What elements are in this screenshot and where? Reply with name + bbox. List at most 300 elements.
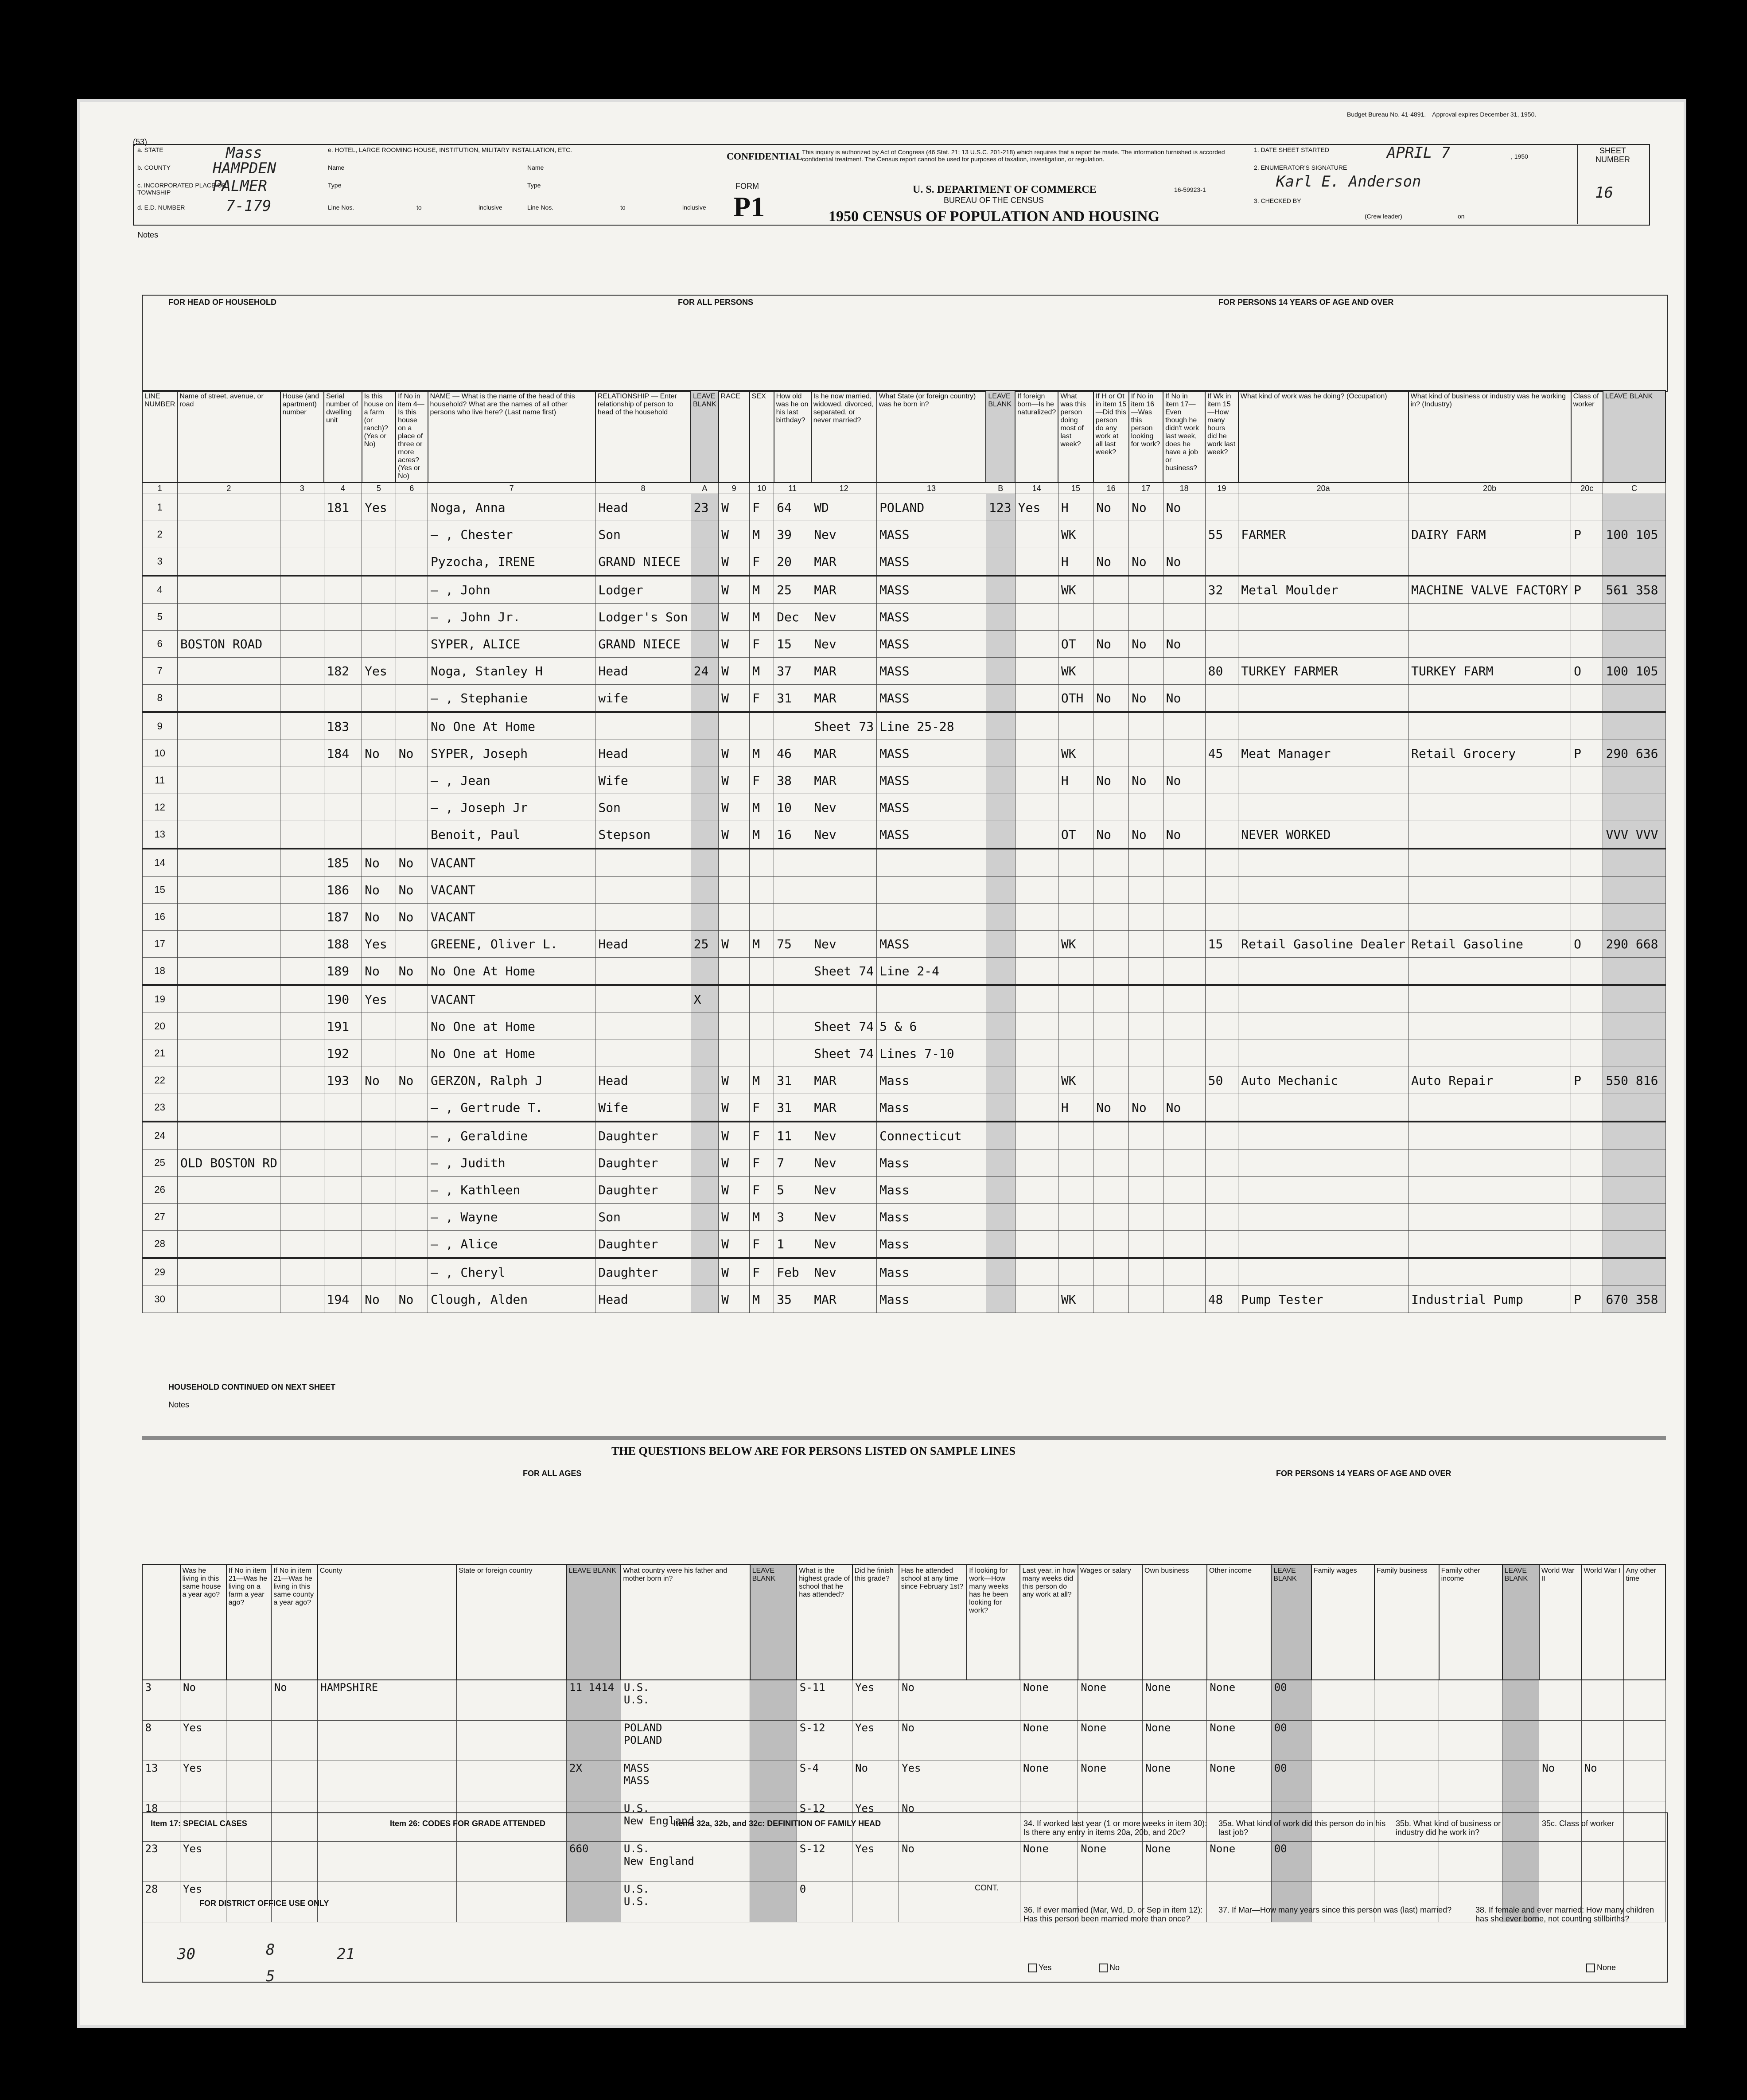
sample-mother[interactable]: New England: [623, 1855, 694, 1867]
cell-codes[interactable]: [1603, 548, 1665, 576]
cell-codes[interactable]: [1603, 794, 1665, 821]
cell-industry[interactable]: DAIRY FARM: [1408, 521, 1571, 548]
cell-looking[interactable]: No: [1129, 631, 1163, 658]
cell-race[interactable]: W: [719, 1067, 750, 1094]
cell-work[interactable]: [1093, 904, 1129, 931]
cell-sex[interactable]: [750, 985, 774, 1013]
cell-b[interactable]: [986, 548, 1015, 576]
cell-relationship[interactable]: Son: [595, 1204, 691, 1231]
cell-relationship[interactable]: [595, 1040, 691, 1067]
cell-occupation[interactable]: Pump Tester: [1238, 1286, 1408, 1313]
cell-class[interactable]: [1571, 685, 1603, 713]
cell-activity[interactable]: [1058, 985, 1093, 1013]
cell-farm[interactable]: [362, 521, 396, 548]
cell-house[interactable]: [280, 1204, 324, 1231]
cell-class[interactable]: P: [1571, 576, 1603, 604]
q38-none[interactable]: [1586, 1963, 1616, 1972]
cell-relationship[interactable]: Daughter: [595, 1122, 691, 1149]
cell-codes[interactable]: [1603, 1231, 1665, 1258]
sample-cell-grade[interactable]: S-4: [797, 1761, 852, 1801]
cell-leave-blank-a[interactable]: [691, 631, 718, 658]
sample-cell-blank[interactable]: [1374, 1721, 1439, 1761]
cell-job[interactable]: [1163, 958, 1205, 986]
cell-leave-blank-a[interactable]: 25: [691, 931, 718, 958]
cell-name[interactable]: SYPER, Joseph: [428, 740, 595, 767]
cell-job[interactable]: [1163, 1177, 1205, 1204]
cell-industry[interactable]: [1408, 1149, 1571, 1177]
cell-activity[interactable]: WK: [1058, 740, 1093, 767]
cell-industry[interactable]: TURKEY FARM: [1408, 658, 1571, 685]
cell-leave-blank-a[interactable]: [691, 1040, 718, 1067]
cell-occupation[interactable]: TURKEY FARMER: [1238, 658, 1408, 685]
cell-naturalized[interactable]: [1015, 1094, 1058, 1122]
cell-age[interactable]: 25: [774, 576, 811, 604]
cell-farm[interactable]: Yes: [362, 658, 396, 685]
cell-house[interactable]: [280, 794, 324, 821]
cell-job[interactable]: No: [1163, 548, 1205, 576]
cell-relationship[interactable]: Son: [595, 794, 691, 821]
cell-age[interactable]: 31: [774, 1067, 811, 1094]
cell-occupation[interactable]: [1238, 1040, 1408, 1067]
cell-occupation[interactable]: [1238, 904, 1408, 931]
cell-house[interactable]: [280, 521, 324, 548]
cell-hours[interactable]: [1205, 604, 1238, 631]
sample-cell-f[interactable]: 00: [1271, 1761, 1311, 1801]
cell-job[interactable]: No: [1163, 631, 1205, 658]
cell-naturalized[interactable]: [1015, 521, 1058, 548]
cell-farm[interactable]: [362, 1013, 396, 1040]
cell-leave-blank-a[interactable]: [691, 1204, 718, 1231]
sample-cell-business[interactable]: None: [1142, 1680, 1207, 1721]
cell-street[interactable]: [177, 794, 280, 821]
cell-sex[interactable]: [750, 849, 774, 877]
cell-relationship[interactable]: Head: [595, 1286, 691, 1313]
cell-birthplace[interactable]: MASS: [877, 548, 986, 576]
cell-age[interactable]: 31: [774, 1094, 811, 1122]
cell-marital[interactable]: MAR: [811, 1067, 877, 1094]
cell-serial[interactable]: 183: [324, 712, 362, 740]
cell-birthplace[interactable]: MASS: [877, 521, 986, 548]
cell-b[interactable]: [986, 985, 1015, 1013]
cell-age[interactable]: 11: [774, 1122, 811, 1149]
sample-cell-same-house[interactable]: No: [180, 1680, 226, 1721]
cell-hours[interactable]: 32: [1205, 576, 1238, 604]
cell-activity[interactable]: [1058, 904, 1093, 931]
cell-serial[interactable]: 187: [324, 904, 362, 931]
cell-leave-blank-a[interactable]: [691, 1122, 718, 1149]
sample-cell-war2[interactable]: [1539, 1680, 1581, 1721]
cell-relationship[interactable]: Head: [595, 931, 691, 958]
cell-street[interactable]: [177, 1094, 280, 1122]
cell-occupation[interactable]: Auto Mechanic: [1238, 1067, 1408, 1094]
cell-name[interactable]: No One At Home: [428, 958, 595, 986]
sample-cell-d[interactable]: [567, 1721, 621, 1761]
cell-job[interactable]: No: [1163, 767, 1205, 794]
cell-work[interactable]: [1093, 1040, 1129, 1067]
cell-farm[interactable]: [362, 794, 396, 821]
cell-street[interactable]: [177, 576, 280, 604]
cell-codes[interactable]: [1603, 849, 1665, 877]
cell-birthplace[interactable]: Mass: [877, 1258, 986, 1286]
cell-job[interactable]: [1163, 877, 1205, 904]
cell-street[interactable]: [177, 1067, 280, 1094]
cell-sex[interactable]: [750, 1013, 774, 1040]
cell-marital[interactable]: Nev: [811, 1231, 877, 1258]
cell-acres[interactable]: [396, 1258, 428, 1286]
cell-house[interactable]: [280, 877, 324, 904]
cell-looking[interactable]: [1129, 794, 1163, 821]
cell-naturalized[interactable]: [1015, 1258, 1058, 1286]
cell-b[interactable]: [986, 958, 1015, 986]
cell-marital[interactable]: WD: [811, 494, 877, 521]
cell-marital[interactable]: Nev: [811, 794, 877, 821]
cell-age[interactable]: 3: [774, 1204, 811, 1231]
cell-birthplace[interactable]: Mass: [877, 1149, 986, 1177]
cell-street[interactable]: [177, 904, 280, 931]
cell-hours[interactable]: [1205, 1013, 1238, 1040]
cell-acres[interactable]: [396, 1122, 428, 1149]
cell-codes[interactable]: 290 636: [1603, 740, 1665, 767]
cell-occupation[interactable]: [1238, 631, 1408, 658]
cell-looking[interactable]: No: [1129, 494, 1163, 521]
cell-job[interactable]: No: [1163, 494, 1205, 521]
cell-naturalized[interactable]: [1015, 548, 1058, 576]
cell-marital[interactable]: MAR: [811, 576, 877, 604]
cell-job[interactable]: [1163, 576, 1205, 604]
cell-race[interactable]: W: [719, 658, 750, 685]
cell-b[interactable]: [986, 740, 1015, 767]
cell-looking[interactable]: [1129, 1286, 1163, 1313]
cell-age[interactable]: [774, 985, 811, 1013]
sample-cell-f[interactable]: 00: [1271, 1721, 1311, 1761]
cell-class[interactable]: O: [1571, 658, 1603, 685]
cell-house[interactable]: [280, 985, 324, 1013]
cell-farm[interactable]: No: [362, 849, 396, 877]
cell-house[interactable]: [280, 958, 324, 986]
cell-naturalized[interactable]: [1015, 1204, 1058, 1231]
cell-leave-blank-a[interactable]: [691, 1067, 718, 1094]
cell-leave-blank-a[interactable]: [691, 548, 718, 576]
cell-relationship[interactable]: Lodger's Son: [595, 604, 691, 631]
q36-yes[interactable]: [1028, 1963, 1051, 1972]
cell-sex[interactable]: F: [750, 1122, 774, 1149]
cell-marital[interactable]: MAR: [811, 1286, 877, 1313]
cell-sex[interactable]: F: [750, 1231, 774, 1258]
cell-codes[interactable]: 670 358: [1603, 1286, 1665, 1313]
cell-occupation[interactable]: [1238, 849, 1408, 877]
sample-cell-blank[interactable]: [1439, 1721, 1502, 1761]
cell-job[interactable]: [1163, 658, 1205, 685]
cell-serial[interactable]: [324, 604, 362, 631]
sample-cell-worked[interactable]: None: [1020, 1721, 1078, 1761]
cell-name[interactable]: No One at Home: [428, 1040, 595, 1067]
cell-hours[interactable]: [1205, 1094, 1238, 1122]
cell-looking[interactable]: No: [1129, 767, 1163, 794]
state-value[interactable]: Mass: [226, 144, 262, 162]
cell-farm[interactable]: No: [362, 877, 396, 904]
tally-1[interactable]: 30: [177, 1945, 195, 1963]
cell-marital[interactable]: MAR: [811, 740, 877, 767]
cell-acres[interactable]: [396, 821, 428, 849]
cell-b[interactable]: [986, 1067, 1015, 1094]
cell-farm[interactable]: [362, 1122, 396, 1149]
cell-race[interactable]: W: [719, 631, 750, 658]
cell-relationship[interactable]: [595, 985, 691, 1013]
sample-cell-war1[interactable]: [1581, 1721, 1623, 1761]
cell-serial[interactable]: [324, 821, 362, 849]
cell-farm[interactable]: [362, 1094, 396, 1122]
cell-age[interactable]: 16: [774, 821, 811, 849]
cell-activity[interactable]: WK: [1058, 658, 1093, 685]
cell-name[interactable]: Clough, Alden: [428, 1286, 595, 1313]
cell-marital[interactable]: Nev: [811, 1122, 877, 1149]
sample-cell-farm[interactable]: [226, 1761, 272, 1801]
cell-name[interactable]: GREENE, Oliver L.: [428, 931, 595, 958]
cell-activity[interactable]: [1058, 877, 1093, 904]
cell-age[interactable]: 10: [774, 794, 811, 821]
cell-marital[interactable]: MAR: [811, 767, 877, 794]
cell-street[interactable]: [177, 821, 280, 849]
cell-age[interactable]: 15: [774, 631, 811, 658]
cell-marital[interactable]: MAR: [811, 548, 877, 576]
cell-birthplace[interactable]: MASS: [877, 794, 986, 821]
cell-birthplace[interactable]: Mass: [877, 1204, 986, 1231]
cell-birthplace[interactable]: Mass: [877, 1177, 986, 1204]
cell-serial[interactable]: [324, 1122, 362, 1149]
cell-job[interactable]: No: [1163, 821, 1205, 849]
cell-name[interactable]: GERZON, Ralph J: [428, 1067, 595, 1094]
cell-farm[interactable]: [362, 604, 396, 631]
cell-sex[interactable]: F: [750, 767, 774, 794]
sample-cell-war2[interactable]: [1539, 1721, 1581, 1761]
cell-birthplace[interactable]: Mass: [877, 1286, 986, 1313]
sample-cell-f[interactable]: 00: [1271, 1842, 1311, 1882]
cell-acres[interactable]: [396, 1231, 428, 1258]
cell-sex[interactable]: F: [750, 1094, 774, 1122]
cell-street[interactable]: [177, 494, 280, 521]
cell-farm[interactable]: [362, 685, 396, 713]
sample-cell-finish[interactable]: Yes: [852, 1842, 899, 1882]
cell-codes[interactable]: [1603, 1040, 1665, 1067]
cell-class[interactable]: P: [1571, 740, 1603, 767]
cell-job[interactable]: [1163, 1286, 1205, 1313]
cell-sex[interactable]: M: [750, 821, 774, 849]
cell-acres[interactable]: [396, 1177, 428, 1204]
cell-job[interactable]: [1163, 1040, 1205, 1067]
cell-industry[interactable]: [1408, 1204, 1571, 1231]
cell-name[interactable]: — , Joseph Jr: [428, 794, 595, 821]
cell-codes[interactable]: 100 105: [1603, 521, 1665, 548]
cell-hours[interactable]: [1205, 794, 1238, 821]
cell-name[interactable]: — , Alice: [428, 1231, 595, 1258]
cell-occupation[interactable]: Meat Manager: [1238, 740, 1408, 767]
cell-job[interactable]: [1163, 1149, 1205, 1177]
cell-looking[interactable]: [1129, 1040, 1163, 1067]
cell-sex[interactable]: F: [750, 1258, 774, 1286]
cell-sex[interactable]: M: [750, 740, 774, 767]
cell-relationship[interactable]: Daughter: [595, 1231, 691, 1258]
cell-farm[interactable]: No: [362, 904, 396, 931]
cell-acres[interactable]: [396, 1204, 428, 1231]
cell-marital[interactable]: Sheet 74: [811, 1040, 877, 1067]
cell-b[interactable]: [986, 1094, 1015, 1122]
cell-job[interactable]: [1163, 521, 1205, 548]
cell-b[interactable]: [986, 1122, 1015, 1149]
cell-work[interactable]: No: [1093, 767, 1129, 794]
cell-serial[interactable]: [324, 767, 362, 794]
cell-b[interactable]: [986, 1231, 1015, 1258]
cell-hours[interactable]: [1205, 548, 1238, 576]
cell-age[interactable]: [774, 877, 811, 904]
sample-father[interactable]: U.S.: [623, 1681, 650, 1694]
sample-cell-other-war[interactable]: [1624, 1721, 1665, 1761]
sample-cell-county[interactable]: [318, 1721, 456, 1761]
cell-farm[interactable]: [362, 712, 396, 740]
cell-house[interactable]: [280, 685, 324, 713]
cell-relationship[interactable]: [595, 849, 691, 877]
cell-leave-blank-a[interactable]: [691, 1258, 718, 1286]
cell-job[interactable]: [1163, 1258, 1205, 1286]
cell-naturalized[interactable]: [1015, 1013, 1058, 1040]
cell-serial[interactable]: 188: [324, 931, 362, 958]
cell-occupation[interactable]: [1238, 958, 1408, 986]
cell-name[interactable]: — , John Jr.: [428, 604, 595, 631]
cell-marital[interactable]: Nev: [811, 1204, 877, 1231]
sample-mother[interactable]: POLAND: [623, 1734, 662, 1746]
cell-acres[interactable]: [396, 604, 428, 631]
cell-hours[interactable]: 45: [1205, 740, 1238, 767]
sample-cell-parents[interactable]: [621, 1721, 750, 1761]
cell-birthplace[interactable]: MASS: [877, 740, 986, 767]
cell-age[interactable]: 39: [774, 521, 811, 548]
cell-street[interactable]: [177, 658, 280, 685]
cell-hours[interactable]: [1205, 1149, 1238, 1177]
cell-serial[interactable]: [324, 548, 362, 576]
cell-name[interactable]: VACANT: [428, 904, 595, 931]
cell-name[interactable]: — , Wayne: [428, 1204, 595, 1231]
cell-relationship[interactable]: Head: [595, 740, 691, 767]
cell-farm[interactable]: [362, 1177, 396, 1204]
sample-cell-county[interactable]: HAMPSHIRE: [318, 1680, 456, 1721]
cell-marital[interactable]: Nev: [811, 931, 877, 958]
cell-sex[interactable]: M: [750, 1204, 774, 1231]
cell-marital[interactable]: Sheet 74: [811, 958, 877, 986]
sample-cell-worked[interactable]: None: [1020, 1761, 1078, 1801]
cell-looking[interactable]: [1129, 877, 1163, 904]
cell-codes[interactable]: 561 358: [1603, 576, 1665, 604]
cell-occupation[interactable]: [1238, 794, 1408, 821]
cell-activity[interactable]: WK: [1058, 576, 1093, 604]
cell-street[interactable]: [177, 931, 280, 958]
cell-age[interactable]: 64: [774, 494, 811, 521]
sample-cell-d[interactable]: 11 1414: [567, 1680, 621, 1721]
cell-leave-blank-a[interactable]: [691, 904, 718, 931]
cell-class[interactable]: [1571, 1013, 1603, 1040]
cell-occupation[interactable]: [1238, 1013, 1408, 1040]
cell-b[interactable]: [986, 1204, 1015, 1231]
cell-farm[interactable]: Yes: [362, 985, 396, 1013]
cell-relationship[interactable]: [595, 712, 691, 740]
cell-work[interactable]: [1093, 1258, 1129, 1286]
cell-hours[interactable]: 80: [1205, 658, 1238, 685]
cell-class[interactable]: [1571, 631, 1603, 658]
cell-age[interactable]: [774, 849, 811, 877]
cell-name[interactable]: VACANT: [428, 849, 595, 877]
cell-birthplace[interactable]: Line 25-28: [877, 712, 986, 740]
sample-cell-state[interactable]: [456, 1761, 566, 1801]
cell-activity[interactable]: OT: [1058, 631, 1093, 658]
cell-activity[interactable]: [1058, 1149, 1093, 1177]
cell-farm[interactable]: [362, 548, 396, 576]
cell-relationship[interactable]: Head: [595, 658, 691, 685]
cell-serial[interactable]: 193: [324, 1067, 362, 1094]
cell-job[interactable]: [1163, 794, 1205, 821]
cell-marital[interactable]: [811, 877, 877, 904]
cell-name[interactable]: — , Judith: [428, 1149, 595, 1177]
sample-cell-attended[interactable]: No: [899, 1721, 967, 1761]
enumerator-signature[interactable]: Karl E. Anderson: [1276, 173, 1421, 191]
sample-cell-farm[interactable]: [226, 1721, 272, 1761]
cell-activity[interactable]: [1058, 604, 1093, 631]
cell-work[interactable]: No: [1093, 685, 1129, 713]
cell-looking[interactable]: [1129, 604, 1163, 631]
cell-hours[interactable]: [1205, 904, 1238, 931]
cell-serial[interactable]: [324, 1231, 362, 1258]
cell-work[interactable]: No: [1093, 494, 1129, 521]
cell-age[interactable]: [774, 904, 811, 931]
sample-cell-other-war[interactable]: [1624, 1680, 1665, 1721]
cell-job[interactable]: [1163, 604, 1205, 631]
cell-sex[interactable]: [750, 958, 774, 986]
sample-father[interactable]: U.S.: [623, 1843, 650, 1855]
cell-marital[interactable]: MAR: [811, 1094, 877, 1122]
cell-birthplace[interactable]: MASS: [877, 685, 986, 713]
cell-leave-blank-a[interactable]: [691, 821, 718, 849]
cell-race[interactable]: W: [719, 521, 750, 548]
cell-acres[interactable]: [396, 985, 428, 1013]
cell-industry[interactable]: [1408, 849, 1571, 877]
sample-cell-blank[interactable]: [1502, 1721, 1539, 1761]
cell-marital[interactable]: Nev: [811, 521, 877, 548]
cell-b[interactable]: [986, 521, 1015, 548]
cell-work[interactable]: [1093, 1122, 1129, 1149]
cell-naturalized[interactable]: [1015, 985, 1058, 1013]
cell-farm[interactable]: No: [362, 1286, 396, 1313]
cell-serial[interactable]: [324, 1258, 362, 1286]
cell-race[interactable]: [719, 958, 750, 986]
cell-job[interactable]: [1163, 740, 1205, 767]
cell-leave-blank-a[interactable]: [691, 877, 718, 904]
cell-race[interactable]: W: [719, 685, 750, 713]
cell-relationship[interactable]: Son: [595, 521, 691, 548]
cell-b[interactable]: [986, 1177, 1015, 1204]
cell-naturalized[interactable]: [1015, 631, 1058, 658]
cell-industry[interactable]: [1408, 1177, 1571, 1204]
cell-industry[interactable]: [1408, 958, 1571, 986]
cell-industry[interactable]: [1408, 494, 1571, 521]
sample-cell-blank[interactable]: [1374, 1680, 1439, 1721]
cell-occupation[interactable]: NEVER WORKED: [1238, 821, 1408, 849]
cell-house[interactable]: [280, 1149, 324, 1177]
cell-sex[interactable]: F: [750, 1177, 774, 1204]
cell-work[interactable]: [1093, 1149, 1129, 1177]
cell-farm[interactable]: [362, 1040, 396, 1067]
cell-sex[interactable]: M: [750, 794, 774, 821]
sample-cell-war1[interactable]: No: [1581, 1761, 1623, 1801]
cell-b[interactable]: [986, 685, 1015, 713]
cell-sex[interactable]: F: [750, 631, 774, 658]
cell-house[interactable]: [280, 1094, 324, 1122]
